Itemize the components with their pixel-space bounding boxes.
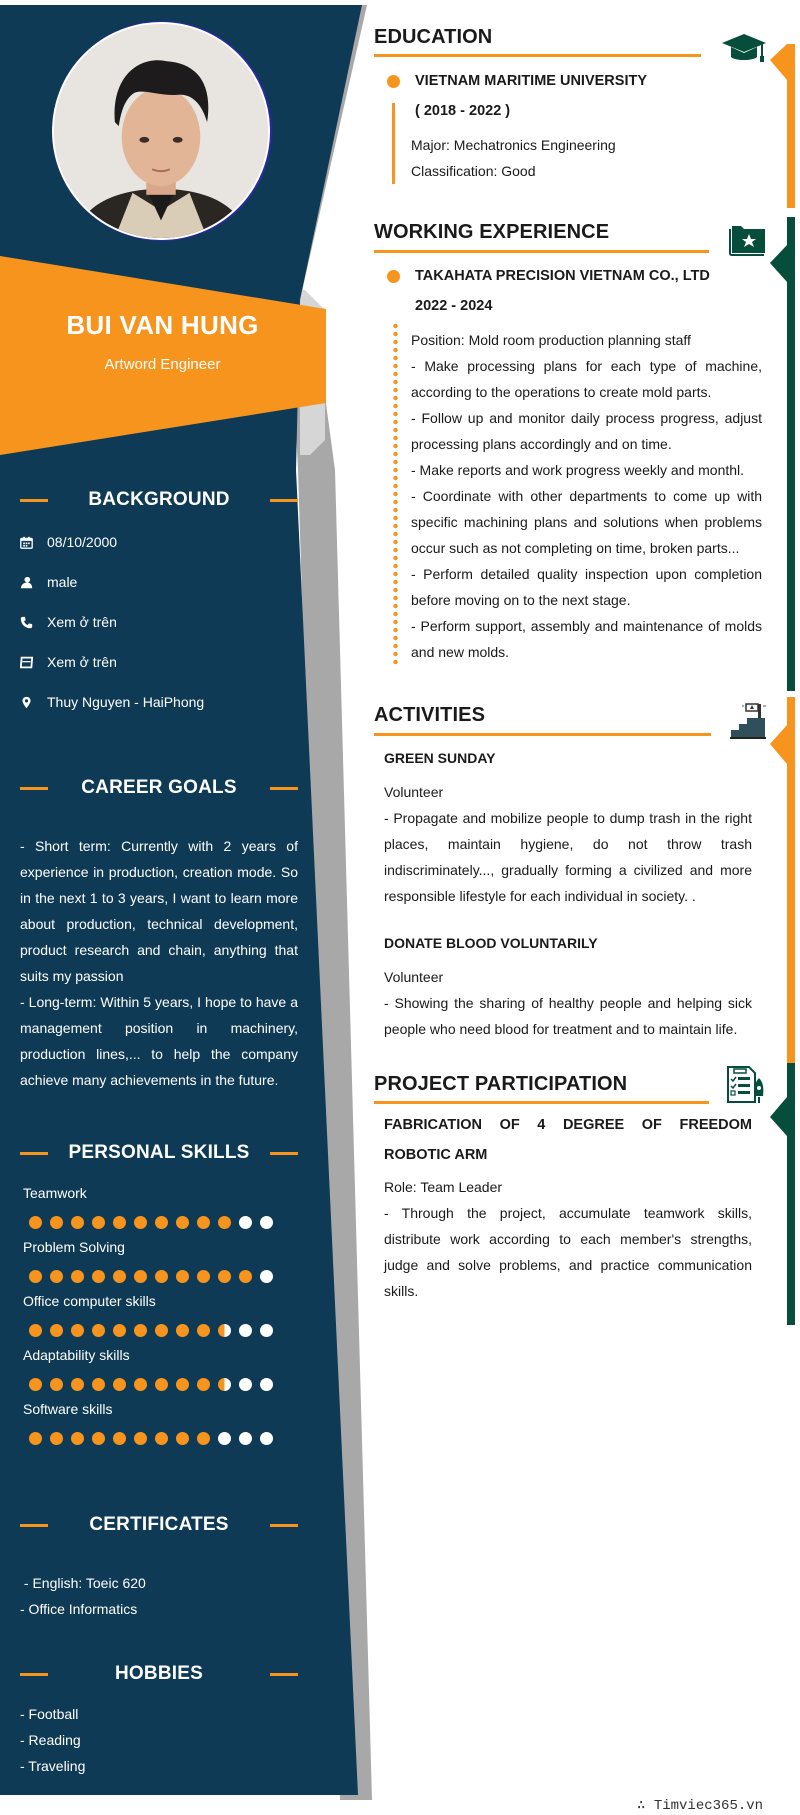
skill-dot: [260, 1270, 273, 1283]
hobby-item: - Football: [20, 1706, 79, 1722]
email-icon: [20, 656, 47, 669]
classification: Classification: Good: [411, 163, 536, 179]
project-role: Role: Team Leader: [384, 1179, 503, 1195]
skill-dot: [155, 1324, 168, 1337]
duty-item: - Perform detailed quality inspection upon completion before moving on to the next stage.: [411, 566, 762, 608]
candidate-name: BUI VAN HUNG: [66, 310, 259, 340]
skill-dot: [218, 1270, 231, 1283]
project-name: FABRICATION OF 4 DEGREE OF FREEDOM ROBOTIC ARM: [384, 1117, 752, 1163]
edu-side-bar: [787, 44, 795, 208]
location-pin-icon: [20, 696, 47, 709]
info-birthday: 08/10/2000: [20, 531, 117, 553]
skill-dot: [239, 1324, 252, 1337]
timeline-bullet: [387, 75, 400, 88]
duty-item: - Coordinate with other departments to come up with specific machining plans and solutions when problems occur such as not completing on time, broken parts...: [411, 488, 762, 556]
activity-name: GREEN SUNDAY: [384, 750, 496, 766]
major: Major: Mechatronics Engineering: [411, 137, 616, 153]
skill-dot: [92, 1378, 105, 1391]
skill-dot: [155, 1270, 168, 1283]
activities-heading: ACTIVITIES: [374, 704, 486, 726]
skill-dot: [176, 1216, 189, 1229]
skill-dot: [134, 1378, 147, 1391]
timeline-dotted-line: [393, 322, 398, 664]
skill-dot: [92, 1324, 105, 1337]
project-description: - Through the project, accumulate teamwork skills, distribute work according to each member's strengths, judge and solve problems, and practice communication skills.: [384, 1205, 752, 1299]
skill-dot: [197, 1432, 210, 1445]
calendar-icon: [20, 536, 47, 549]
timeline-bullet: [387, 270, 400, 283]
career-goals-text: [20, 833, 298, 1093]
skill-dot: [50, 1378, 63, 1391]
skill-rating: [29, 1270, 273, 1283]
activity-role: Volunteer: [384, 969, 444, 985]
experience-details: [411, 327, 762, 665]
skill-dot: [218, 1378, 231, 1391]
skill-dot: [113, 1270, 126, 1283]
skill-dot: [176, 1432, 189, 1445]
skill-dot: [71, 1270, 84, 1283]
skill-dot: [155, 1378, 168, 1391]
skill-label: Problem Solving: [23, 1239, 125, 1255]
hobbies-heading: HOBBIES: [20, 1659, 298, 1689]
skill-dot: [50, 1216, 63, 1229]
background-heading: BACKGROUND: [20, 485, 298, 515]
skill-label: Adaptability skills: [23, 1347, 130, 1363]
duty-item: - Make reports and work progress weekly and monthl.: [411, 462, 745, 478]
sidebar: [0, 0, 320, 1800]
info-email: Xem ở trên: [20, 651, 117, 673]
podium-flag-icon: [728, 700, 768, 745]
skill-dot: [239, 1270, 252, 1283]
skill-dot: [113, 1378, 126, 1391]
skill-dot: [29, 1216, 42, 1229]
skill-dot: [134, 1324, 147, 1337]
skill-dot: [113, 1216, 126, 1229]
duty-item: - Make processing plans for each type of machine, according to the operations to create mold parts.: [411, 358, 762, 400]
skill-dot: [260, 1432, 273, 1445]
heading-underline: [374, 250, 709, 253]
activity-description: - Showing the sharing of healthy people and helping sick people who need blood for treatment and to maintain life.: [384, 995, 752, 1037]
phone-icon: [20, 616, 47, 629]
skill-dot: [155, 1216, 168, 1229]
heading-underline: [374, 54, 701, 57]
skill-dot: [260, 1216, 273, 1229]
certificate-item: - English: Toeic 620: [20, 1575, 146, 1591]
skill-rating: [29, 1378, 273, 1391]
skill-dot: [113, 1324, 126, 1337]
hobby-item: - Reading: [20, 1732, 81, 1748]
activity-description: - Propagate and mobilize people to dump trash in the right places, maintain hygiene, do not throw trash indiscriminately..., gradually forming a civilized and more responsible lifestyle for each individual in society. .: [384, 810, 752, 904]
skill-dot: [218, 1432, 231, 1445]
skill-dot: [176, 1378, 189, 1391]
skill-dot: [92, 1432, 105, 1445]
heading-underline: [374, 733, 711, 736]
company-name: TAKAHATA PRECISION VIETNAM CO., LTD: [415, 268, 710, 284]
certificate-item: - Office Informatics: [20, 1601, 138, 1617]
skill-dot: [113, 1432, 126, 1445]
avatar: [52, 22, 270, 240]
skill-rating: [29, 1216, 273, 1229]
graduation-cap-icon: [721, 32, 767, 69]
skill-dot: [176, 1270, 189, 1283]
skill-label: Software skills: [23, 1401, 113, 1417]
certificates-heading: CERTIFICATES: [20, 1510, 298, 1540]
skill-dot: [50, 1324, 63, 1337]
skill-dot: [71, 1216, 84, 1229]
career-goals-heading: CAREER GOALS: [20, 773, 298, 803]
position: Position: Mold room production planning staff: [411, 332, 691, 348]
timeline-line: [392, 103, 395, 184]
act-side-bar: [787, 697, 795, 1063]
info-phone: Xem ở trên: [20, 611, 117, 633]
skill-dot: [71, 1324, 84, 1337]
skill-dot: [239, 1216, 252, 1229]
checklist-rocket-icon: [725, 1064, 767, 1111]
skill-dot: [50, 1270, 63, 1283]
school-name: VIETNAM MARITIME UNIVERSITY: [415, 73, 648, 89]
skill-dot: [218, 1324, 231, 1337]
school-period: ( 2018 - 2022 ): [415, 103, 511, 119]
skill-dot: [92, 1216, 105, 1229]
info-gender: male: [20, 571, 77, 593]
job-title: Artword Engineer: [104, 356, 221, 373]
personal-skills-heading: PERSONAL SKILLS: [20, 1138, 298, 1168]
skill-dot: [260, 1324, 273, 1337]
skill-dot: [92, 1270, 105, 1283]
skill-dot: [239, 1432, 252, 1445]
short-term-goal: - Short term: Currently with 2 years of experience in production, creation mode. So in the next 1 to 3 years, I want to learn more about production, technical development, product research and chain, anything that suits my passion: [20, 838, 298, 984]
skill-dot: [134, 1270, 147, 1283]
skill-rating: [29, 1432, 273, 1445]
skill-dot: [260, 1378, 273, 1391]
watermark: ∴ Timviec365.vn: [637, 1798, 764, 1814]
info-address: Thuy Nguyen - HaiPhong: [20, 691, 204, 713]
education-heading: EDUCATION: [374, 26, 493, 48]
skill-dot: [50, 1432, 63, 1445]
heading-dash: [20, 499, 48, 502]
work-period: 2022 - 2024: [415, 298, 493, 314]
duty-item: - Follow up and monitor daily process progress, adjust processing plans accordingly and on time.: [411, 410, 762, 452]
skill-dot: [29, 1270, 42, 1283]
skill-dot: [155, 1432, 168, 1445]
skill-dot: [197, 1324, 210, 1337]
skill-label: Office computer skills: [23, 1293, 156, 1309]
skill-dot: [197, 1216, 210, 1229]
long-term-goal: - Long-term: Within 5 years, I hope to have a management position in machinery, production lines,... to help the company achieve many achievements in the future.: [20, 994, 298, 1088]
exp-side-bar: [787, 217, 795, 691]
skill-dot: [134, 1216, 147, 1229]
hobby-item: - Traveling: [20, 1758, 86, 1774]
folder-star-icon: [727, 223, 767, 262]
skill-dot: [134, 1432, 147, 1445]
heading-dash: [270, 499, 298, 502]
skill-dot: [29, 1432, 42, 1445]
skill-label: Teamwork: [23, 1185, 87, 1201]
heading-underline: [374, 1101, 709, 1104]
skill-dot: [71, 1432, 84, 1445]
activity-role: Volunteer: [384, 784, 444, 800]
skill-dot: [239, 1378, 252, 1391]
skill-dot: [218, 1216, 231, 1229]
projects-heading: PROJECT PARTICIPATION: [374, 1073, 628, 1095]
experience-heading: WORKING EXPERIENCE: [374, 221, 610, 243]
skill-rating: [29, 1324, 273, 1337]
skill-dot: [176, 1324, 189, 1337]
proj-side-bar: [787, 1063, 795, 1325]
skill-dot: [29, 1378, 42, 1391]
skill-dot: [197, 1378, 210, 1391]
avatar-photo: [54, 24, 268, 238]
skill-dot: [71, 1378, 84, 1391]
skill-dot: [29, 1324, 42, 1337]
skill-dot: [197, 1270, 210, 1283]
person-icon: [20, 576, 47, 589]
duty-item: - Perform support, assembly and maintenance of molds and new molds.: [411, 618, 762, 660]
activity-name: DONATE BLOOD VOLUNTARILY: [384, 935, 598, 951]
